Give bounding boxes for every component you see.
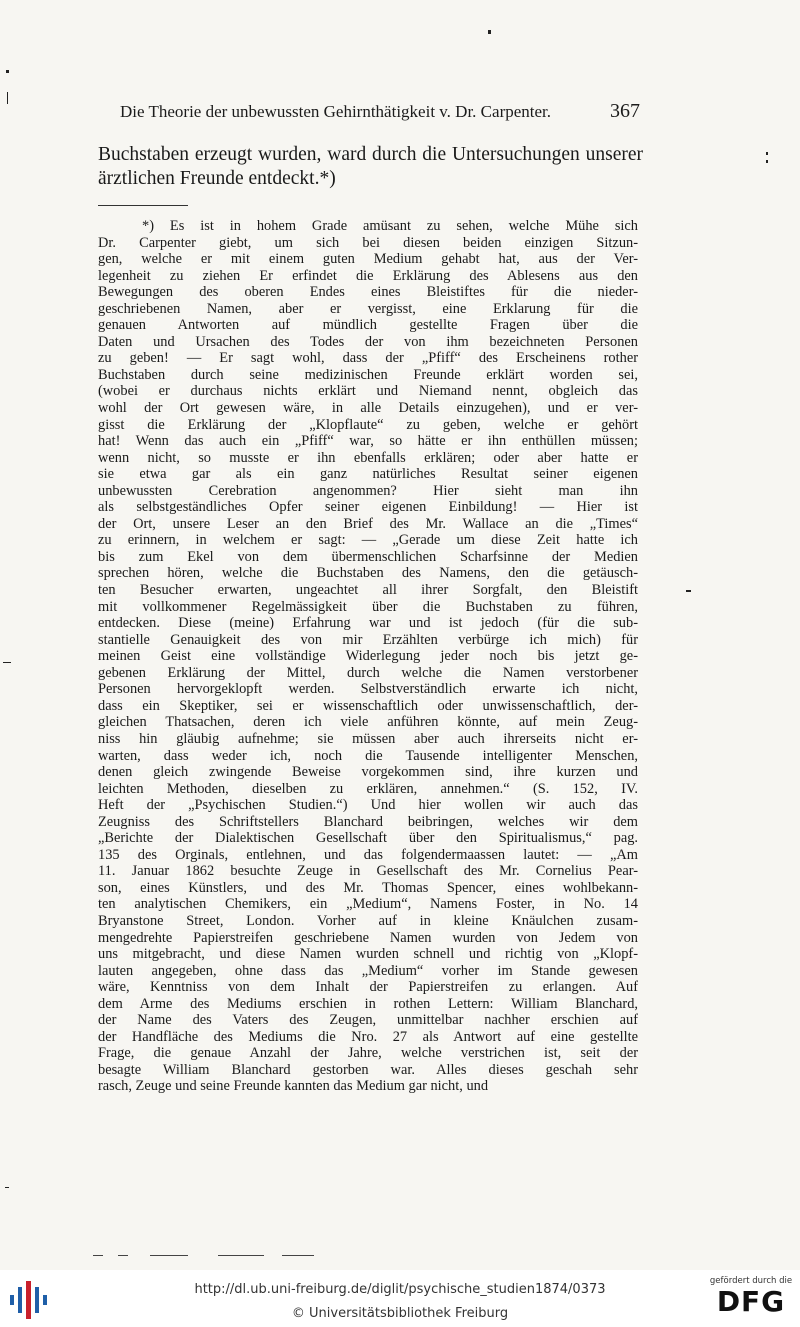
funding-note: gefördert durch die (709, 1276, 793, 1286)
margin-mark (766, 160, 768, 163)
footnote (98, 218, 638, 1095)
footnote-line: gleichen Thatsachen, deren ich viele anführen könnte, auf mein Zeug- (98, 714, 638, 731)
margin-mark (6, 70, 9, 73)
footnote-line: stantielle Genauigkeit des von mir Erzählten verbürge ich mich) für (98, 631, 638, 648)
bottom-rule (150, 1255, 188, 1256)
footnote-line: warten, dass weder ich, noch die Tausende intelligenter Menschen, (98, 747, 638, 764)
footnote-line: denen gleich zwingende Beweise vorgekommen sind, ihre kurzen und (98, 764, 638, 781)
footnote-line: zu erinnern, in welchem er sagt: — „Gerade um diese Zeit hatte ich (98, 532, 638, 549)
page-number: 367 (610, 100, 640, 122)
footnote-line: genauen Antworten auf mündlich gestellte Fragen über die (98, 317, 638, 334)
footnote-line: Bewegungen des oberen Endes eines Bleistiftes für die nieder- (98, 284, 638, 301)
footnote-line: gebenen Erklärung der Mittel, durch welche die Namen verstorbener (98, 664, 638, 681)
footnote-line: mit vollkommener Regelmässigkeit über die Buchstaben zu führen, (98, 598, 638, 615)
footnote-line: 135 des Orginals, entlehnen, und das folgendermaassen lautet: — „Am (98, 846, 638, 863)
running-head (120, 100, 640, 123)
margin-mark (766, 152, 768, 155)
footnote-line: „Berichte der Dialektischen Gesellschaft über den Spiritualismus,“ pag. (98, 830, 638, 847)
footnote-line: mengedrehte Papierstreifen geschriebene Namen wurden von Jedem von (98, 929, 638, 946)
footnote-line: sprechen hören, welche die Buchstaben des Namens, den die getäusch- (98, 565, 638, 582)
footnote-rule (98, 205, 188, 206)
margin-mark (5, 1187, 9, 1188)
footnote-line: leichten Methoden, dieselben zu erklären, annehmen.“ (S. 152, IV. (98, 780, 638, 797)
footnote-line: bis zum Ekel von dem übermenschlichen Scharfsinne der Medien (98, 548, 638, 565)
footnote-line: besagte William Blanchard gestorben war. Alles dieses geschah sehr (98, 1061, 638, 1078)
footnote-line: sie etwa gar als ein ganz natürliches Resultat seiner eigenen (98, 466, 638, 483)
margin-mark (488, 30, 491, 34)
bottom-rule (93, 1255, 103, 1256)
body-text: Buchstaben erzeugt wurden, ward durch die Untersuchungen unserer ärztlichen Freunde entdeckt.*) (98, 144, 643, 189)
copyright-notice: © Universitätsbibliothek Freiburg (291, 1306, 509, 1321)
footnote-line: lauten angegeben, ohne dass das „Medium“ vorher im Stande gewesen (98, 962, 638, 979)
footnote-line: rasch, Zeuge und seine Freunde kannten das Medium gar nicht, und (98, 1078, 489, 1095)
footnote-line: entdecken. Diese (meine) Erfahrung war und ist jedoch (für die sub- (98, 615, 638, 632)
footnote-line: gen, welche er mit einem guten Medium gehabt hat, aus der Ver- (98, 251, 638, 268)
footnote-line: unbewussten Cerebration angenommen? Hier sieht man ihn (98, 482, 638, 499)
footnote-line: *) Es ist in hohem Grade amüsant zu sehen, welche Mühe sich (142, 218, 638, 234)
footnote-line: meinen Geist eine vollständige Widerlegung jeder noch bis jetzt ge- (98, 648, 638, 665)
footnote-line: Zeugniss des Schriftstellers Blanchard beibringen, welches wir dem (98, 813, 638, 830)
margin-mark (3, 662, 11, 663)
footnote-line: der Handfläche des Mediums die Nro. 27 als Antwort auf eine gestellte (98, 1028, 638, 1045)
footnote-line: Buchstaben durch seine medizinischen Freunde erklärt worden sei, (98, 366, 638, 383)
footnote-line: Heft der „Psychischen Studien.“) Und hier wollen wir auch das (98, 797, 638, 814)
footnote-line: Frage, die genaue Anzahl der Jahre, welche verstrichen ist, seit der (98, 1045, 638, 1062)
footnote-line: geschriebenen Namen, aber er vergisst, eine Erklarung für die (98, 300, 638, 317)
footnote-line: hat! Wenn das auch ein „Pfiff“ war, so hätte er ihn enthüllen müssen; (98, 433, 638, 450)
footnote-line: ten analytischen Chemikers, ein „Medium“, Namens Foster, in No. 14 (98, 896, 638, 913)
footnote-line: Personen hervorgeklopft werden. Selbstverständlich erwarte ich nicht, (98, 681, 638, 698)
footnote-line: niss hin gläubig aufnehme; sie müssen aber auch ihrerseits nicht er- (98, 730, 638, 747)
footnote-line: (wobei er durchaus nichts erklärt und Niemand nennt, obgleich das (98, 383, 638, 400)
footnote-line: wenn nicht, so musste er ihn ebenfalls erklären; oder aber hatte er (98, 449, 638, 466)
footnote-line: dem Arme des Mediums erschien in rothen Lettern: William Blanchard, (98, 995, 638, 1012)
footnote-line: der Ort, unsere Leser an den Brief des Mr. Wallace an die „Times“ (98, 515, 638, 532)
footnote-line: legenheit zu ziehen Er erfindet die Erklärung des Ablesens aus den (98, 267, 638, 284)
footnote-line: uns mitgebracht, und diese Namen wurden schnell und richtig von „Klopf- (98, 946, 638, 963)
footnote-line: son, eines Künstlers, und des Mr. Thomas Spencer, eines wohlbekann- (98, 879, 638, 896)
footnote-line: 11. Januar 1862 besuchte Zeuge in Gesellschaft des Mr. Cornelius Pear- (98, 863, 638, 880)
bottom-rule (118, 1255, 128, 1256)
footnote-line: dass ein Skeptiker, sei er wissenschaftlich oder unwissenschaftlich, der- (98, 697, 638, 714)
dfg-logo: DFG (716, 1285, 786, 1318)
margin-mark (686, 590, 691, 592)
footnote-line: ten Besucher erwarten, ungeachtet all ihrer Sorgfalt, den Bleistift (98, 582, 638, 599)
footnote-line: wäre, Kenntniss von dem Inhalt der Papierstreifen zu erlangen. Auf (98, 979, 638, 996)
footnote-line: Daten und Ursachen des Todes der von ihm bezeichneten Personen (98, 333, 638, 350)
footnote-line: zu geben! — Er sagt wohl, dass der „Pfiff“ des Erscheinens rother (98, 350, 638, 367)
footnote-line: Bryanstone Street, London. Vorher auf in kleine Knäulchen zusam- (98, 912, 638, 929)
footnote-line: Dr. Carpenter giebt, um sich bei diesen beiden einzigen Sitzun- (98, 234, 638, 251)
bottom-rule (218, 1255, 264, 1256)
margin-mark (7, 92, 8, 104)
footnote-line: wohl der Ort gewesen wäre, in alle Details einzugehen), und er ver- (98, 400, 638, 417)
footnote-line: als selbstgeständliches Opfer seiner eigenen Einbildung! — Hier ist (98, 499, 638, 516)
footnote-line: der Name des Vaters des Zeugen, unmittelbar nachher erschien auf (98, 1012, 638, 1029)
source-url[interactable]: http://dl.ub.uni-freiburg.de/diglit/psychische_studien1874/0373 (194, 1282, 606, 1297)
footnote-line: gisst die Erklärung der „Klopflaute“ zu geben, welche er gehört (98, 416, 638, 433)
running-head-title: Die Theorie der unbewussten Gehirnthätigkeit v. Dr. Carpenter. (120, 102, 552, 121)
bottom-rule (282, 1255, 314, 1256)
